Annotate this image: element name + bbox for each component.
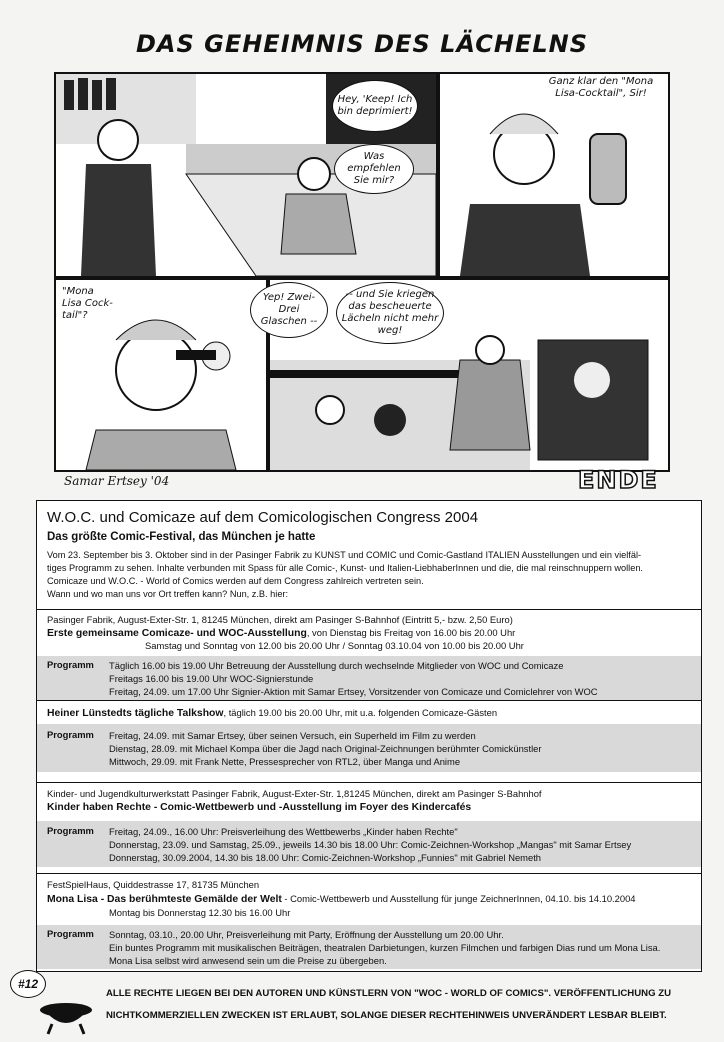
intro-text [47,549,693,601]
intro-line-1: Vom 23. September bis 3. Oktober sind in der Pasinger Fabrik zu KUNST und COMIC und Comic-Gastland ITALIEN Ausstellungen und ein vielfäl- [47,550,642,560]
section1-location: Pasinger Fabrik, August-Exter-Str. 1, 81245 München, direkt am Pasinger S-Bahnhof (Eintritt 5,- bzw. 2,50 Euro) [47,614,513,625]
comic-panel-4 [260,278,670,472]
section1-time: , von Dienstag bis Freitag von 16.00 bis 20.00 Uhr [306,627,516,638]
intro-line-4: Wann und wo man uns vor Ort treffen kann? Nun, z.B. hier: [47,589,289,599]
section2-prog-1: Freitag, 24.09. mit Samar Ertsey, über seinen Versuch, ein Superheld im Film zu werden [109,730,476,741]
speech-bubble-was-empfehlen: Was empfehlen Sie mir? [334,144,414,194]
section-mona-lisa [37,873,701,924]
section2-time: , täglich 19.00 bis 20.00 Uhr, mit u.a. folgenden Comicaze-Gästen [223,707,498,718]
bartender-cocktail-illustration [440,74,668,276]
comic-panel-1 [54,72,438,278]
caption-mona-lisa-cocktail: Ganz klar den "Mona Lisa-Cocktail", Sir! [548,76,654,99]
section3-prog-2: Donnerstag, 23.09. und Samstag, 25.09., jeweils 14.30 bis 18.00 Uhr: Comic-Zeichnen-Workshop „Mangas" mit Samar Ertsey [109,839,632,850]
intro-line-3: Comicaze und W.O.C. - World of Comics werden auf dem Congress zahlreich vertreten sein. [47,576,424,586]
programm-label: Programm [47,928,94,939]
speech-bubble-zwei-drei: Yep! Zwei-Drei Glaschen -- [250,282,328,338]
programm-label: Programm [47,659,94,670]
section4-title: Mona Lisa - Das berühmteste Gemälde der Welt [47,894,282,905]
section1-prog-2: Freitags 16.00 bis 19.00 Uhr WOC-Signierstunde [109,673,314,684]
section2-prog-2: Dienstag, 28.09. mit Michael Kompa über die Jagd nach Original-Zeichnungen berühmter Comickünstler [109,743,542,754]
section4-prog-2: Ein buntes Programm mit musikalischen Beiträgen, theatralen Darbietungen, kurzen Filmchen und farbigen Dias rund um Mona Lisa. [109,942,661,953]
section-kinder-haben-rechte [37,782,701,819]
programm-label: Programm [47,825,94,836]
section4-programm [37,925,701,969]
comic-panel-3 [54,278,268,472]
intro-line-2: tiges Programm zu sehen. Inhalte verbunden mit Spass für alle Comic-, Kunst- und Italien-LiebhaberInnen und die, die mal reinschnuppern wollen. [47,563,643,573]
event-heading: W.O.C. und Comicaze auf dem Comicologischen Congress 2004 [47,509,479,526]
section2-programm [37,724,701,772]
section4-title-line [47,892,636,906]
event-info-box [36,500,702,972]
event-subheading: Das größte Comic-Festival, das München je hatte [47,531,316,543]
artist-signature: Samar Ertsey '04 [64,474,170,488]
page-title: DAS GEHEIMNIS DES LÄCHELNS [135,30,589,58]
section3-title: Kinder haben Rechte - Comic-Wettbewerb und -Ausstellung im Foyer des Kindercafés [47,802,472,813]
section3-programm [37,821,701,867]
section3-location: Kinder- und Jugendkulturwerkstatt Pasinger Fabrik, August-Exter-Str. 1,81245 München, direkt am Pasinger S-Bahnhof [47,788,542,799]
section4-location: FestSpielHaus, Quiddestrasse 17, 81735 München [47,879,260,890]
woc-logo-icon [38,1000,94,1036]
section2-title-line [47,706,497,720]
page-number: #12 [10,970,46,998]
section4-time: Montag bis Donnerstag 12.30 bis 16.00 Uhr [109,907,291,918]
section4-prog-3: Mona Lisa selbst wird anwesend sein um die Preise zu übergeben. [109,955,387,966]
speech-bubble-und-sie-kriegen: -- und Sie kriegen das bescheuerte Lächeln nicht mehr weg! [336,282,444,344]
section4-title-rest: - Comic-Wettbewerb und Ausstellung für junge ZeichnerInnen, 04.10. bis 14.10.2004 [281,893,636,904]
footer-line-1: ALLE RECHTE LIEGEN BEI DEN AUTOREN UND KÜNSTLERN VON "WOC - WORLD OF COMICS". VERÖFFENTLICHUNG ZU [106,988,671,999]
section3-prog-3: Donnerstag, 30.09.2004, 14.30 bis 18.00 Uhr: Comic-Zeichnen-Workshop „Funnies" mit Gabriel Nemeth [109,852,542,863]
section-talkshow [37,700,701,725]
section1-title: Erste gemeinsame Comicaze- und WOC-Ausstellung [47,628,307,639]
comic-panel-2 [438,72,670,278]
section1-prog-3: Freitag, 24.09. um 17.00 Uhr Signier-Aktion mit Samar Ertsey, Vorsitzender von Comicaze und Comiclehrer von WOC [109,686,598,697]
ende-label: ENDE [578,466,659,494]
section1-time-2: Samstag und Sonntag von 12.00 bis 20.00 Uhr / Sonntag 03.10.04 von 10.00 bis 20.00 Uhr [145,640,524,651]
bar-ending-illustration [270,280,668,470]
caption-mona-lisa-question: "Mona Lisa Cock-tail"? [62,286,113,321]
section1-programm [37,656,701,700]
speech-bubble-hey-keep: Hey, 'Keep! Ich bin deprimiert! [332,80,418,132]
section2-prog-3: Mittwoch, 29.09. mit Frank Nette, Pressesprecher von RTL2, über Manga und Anime [109,756,461,767]
section2-title: Heiner Lünstedts tägliche Talkshow [47,708,224,719]
footer-line-2: NICHTKOMMERZIELLEN ZWECKEN IST ERLAUBT, SOLANGE DIESER RECHTEHINWEIS UNVERÄNDERT LESBAR BLEIBT. [106,1010,667,1021]
section3-prog-1: Freitag, 24.09., 16.00 Uhr: Preisverleihung des Wettbewerbs „Kinder haben Rechte" [109,826,458,837]
section1-prog-1: Täglich 16.00 bis 19.00 Uhr Betreuung der Ausstellung durch wechselnde Mitglieder von WOC und Comicaze [109,660,564,671]
section1-title-line [47,626,515,640]
programm-label: Programm [47,729,94,740]
section4-prog-1: Sonntag, 03.10., 20.00 Uhr, Preisverleihung mit Party, Eröffnung der Ausstellung um 20.00 Uhr. [109,929,504,940]
